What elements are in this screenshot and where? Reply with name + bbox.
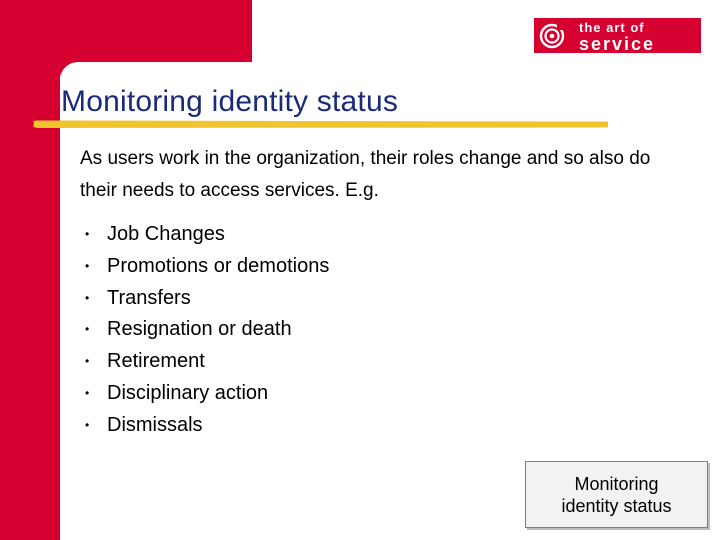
- bullet-dot: •: [85, 322, 90, 337]
- list-item-label: Job Changes: [107, 223, 225, 245]
- bullet-dot: •: [85, 258, 90, 273]
- slide-title: Monitoring identity status: [61, 85, 399, 118]
- list-item-label: Retirement: [107, 350, 205, 373]
- list-item: [80, 378, 329, 410]
- caption-text: Monitoring identity status: [561, 473, 672, 516]
- left-red-strip: [0, 0, 60, 540]
- logo-line-1: the art of: [579, 20, 645, 35]
- list-item: [80, 410, 329, 442]
- list-item: [80, 283, 329, 315]
- bullet-dot: •: [85, 354, 90, 369]
- bullet-list: [80, 219, 329, 442]
- list-item: [80, 219, 329, 251]
- bullet-dot: •: [85, 385, 90, 400]
- caption-box: [525, 461, 708, 528]
- list-item-label: Transfers: [107, 286, 191, 309]
- list-item: [80, 251, 329, 283]
- intro-text: As users work in the organization, their roles change and so also do their needs to access services. E.g.: [80, 148, 651, 201]
- list-item-label: Promotions or demotions: [107, 254, 330, 277]
- title-underline: [30, 119, 611, 129]
- bullet-dot: •: [85, 417, 90, 432]
- company-logo: [534, 18, 701, 53]
- swirl-logo-icon: [539, 23, 565, 49]
- list-item-label: Dismissals: [107, 413, 203, 436]
- list-item: [80, 314, 329, 346]
- list-item-label: Disciplinary action: [107, 381, 269, 404]
- bullet-dot: •: [85, 227, 90, 241]
- logo-wordmark: [579, 21, 655, 53]
- list-item-label: Resignation or death: [107, 318, 292, 341]
- bullet-dot: •: [85, 290, 90, 305]
- logo-line-2: service: [579, 34, 656, 54]
- list-item: [80, 346, 329, 378]
